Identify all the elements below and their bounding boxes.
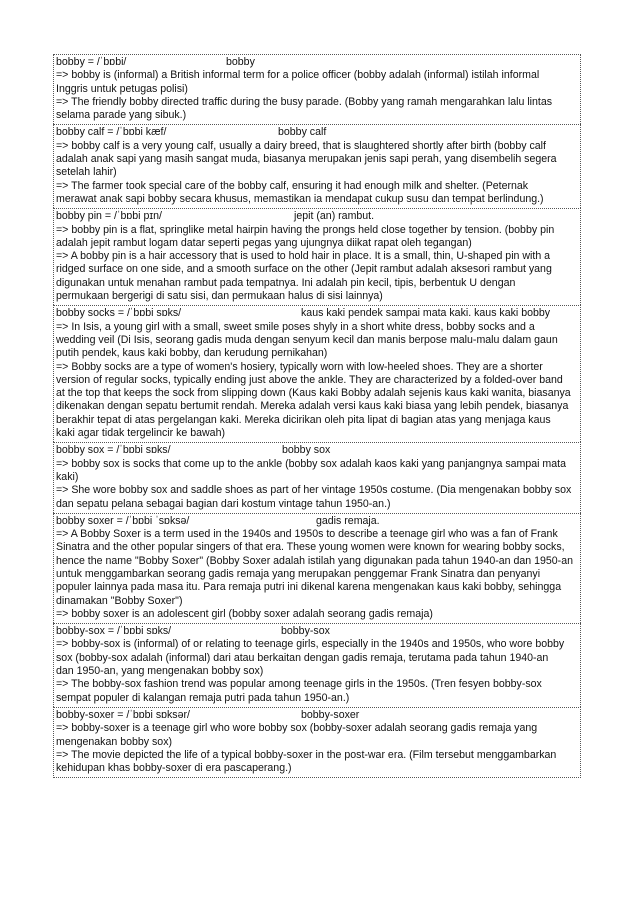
- entry-text-line: digunakan untuk menahan rambut pada tempatnya. Ini adalah pin kecil, tipis, berbentuk U dengan: [56, 276, 516, 289]
- entry-term: bobby soxer = /ˈbɒbi ˈsɒksə/: [56, 514, 190, 527]
- entry-gloss: bobby: [226, 56, 255, 68]
- entry-text-line: => She wore bobby sox and saddle shoes as part of her vintage 1950s costume. (Dia mengenakan bobby sox: [56, 484, 572, 497]
- entry-text-line: untuk menggambarkan seorang gadis remaja yang merupakan penggemar Frank Sinatra dan penyanyi: [56, 567, 541, 580]
- entry-text-line: adalah anak sapi yang masih sangat muda, biasanya merupakan jenis sapi perah, yang disembelih segera: [56, 153, 557, 166]
- entry-term: bobby pin = /ˈbɒbi pɪn/: [56, 210, 162, 223]
- entry-gloss: bobby-soxer: [301, 708, 360, 721]
- entry-text-line: merawat anak sapi bobby secara khusus, memastikan ia mendapat cukup susu dan tempat berlindung.): [56, 192, 544, 205]
- entry-heading: [56, 210, 579, 223]
- entry-text-line: => bobby is (informal) a British informal term for a police officer (bobby adalah (informal) istilah informal: [56, 69, 540, 82]
- entry-text-line: permukaan bergerigi di satu sisi, dan permukaan halus di sisi lainnya): [56, 290, 383, 303]
- entry-text-line: adalah jepit rambut logam datar seperti pegas yang ujungnya diikat rapat oleh tegangan): [56, 236, 472, 249]
- entry-text-line: => The friendly bobby directed traffic during the busy parade. (Bobby yang ramah mengarahkan lalu lintas: [56, 95, 553, 108]
- entry-text-line: putih pendek, kaus kaki bobby, dan kerudung pernikahan): [56, 347, 328, 360]
- entry-text-line: kaki): [56, 470, 79, 483]
- entry-text-line: => bobby calf is a very young calf, usually a dairy breed, that is slaughtered shortly after birth (bobby calf: [56, 139, 546, 152]
- entry-heading: [56, 307, 579, 320]
- entry-text-line: => Bobby socks are a type of women's hosiery, typically worn with low-heeled shoes. They are a shorter: [56, 360, 543, 373]
- entry-text-line: => bobby soxer is an adolescent girl (bobby soxer adalah seorang gadis remaja): [56, 607, 433, 620]
- entry-text-line: berakhir tepat di atas pergelangan kaki. Mereka dicirikan oleh pita lipat di bagian atas yang menjaga kaus: [56, 413, 551, 426]
- entry-gloss: bobby calf: [278, 126, 327, 139]
- entry-text-line: => A bobby pin is a hair accessory that is used to hold hair in place. It is a small, thin, U-shaped pin with a: [56, 250, 551, 263]
- dictionary-entry: [53, 707, 581, 778]
- entry-text-line: populer lainnya pada masa itu. Para remaja putri ini dikenal karena mengenakan kaus kaki bobby, sehingga: [56, 581, 562, 594]
- entry-text-line: setelah lahir): [56, 166, 117, 179]
- entry-text-line: => The movie depicted the life of a typical bobby-soxer in the post-war era. (Film tersebut menggambarkan: [56, 748, 557, 761]
- entry-gloss: bobby-sox: [281, 625, 330, 638]
- entry-text-line: wedding veil (Di Isis, seorang gadis muda dengan senyum kecil dan manis berpose malu-malu dalam gaun: [56, 333, 558, 346]
- entry-gloss: jepit (an) rambut.: [294, 210, 375, 223]
- entry-text-line: Sinatra and the other popular singers of that era. These young women were known for wearing bobby socks,: [56, 541, 565, 554]
- entry-text-line: dan 1950-an, yang mengenakan bobby sox): [56, 665, 264, 678]
- dictionary-entry: [53, 208, 581, 305]
- entry-term: bobby-soxer = /ˈbɒbi sɒksər/: [56, 708, 190, 721]
- entry-term: bobby-sox = /ˈbɒbi sɒks/: [56, 625, 172, 638]
- entry-heading: [56, 126, 579, 139]
- entry-term: bobby sox = /ˈbɒbi sɒks/: [56, 444, 171, 457]
- entry-heading: [56, 625, 579, 638]
- entry-heading: [56, 444, 579, 457]
- entry-text-line: version of regular socks, typically ending just above the ankle. They are characterized by a folded-over band: [56, 373, 563, 386]
- entry-text-line: mengenakan bobby sox): [56, 735, 173, 748]
- dictionary-entry: [53, 124, 581, 208]
- dictionary-entry: [53, 623, 581, 707]
- dictionary-entry: [53, 442, 581, 512]
- entry-gloss: bobby sox: [282, 444, 331, 457]
- entry-term: bobby = /ˈbɒbi/: [56, 56, 127, 68]
- entry-text-line: selama parade yang sibuk.): [56, 109, 187, 122]
- entry-text-line: hence the name "Bobby Soxer" (Bobby Soxer adalah istilah yang digunakan pada tahun 1940-an dan 1950-an: [56, 554, 573, 567]
- entry-text-line: Inggris untuk petugas polisi): [56, 82, 188, 95]
- entry-text-line: kehidupan khas bobby-soxer di era pascaperang.): [56, 762, 292, 775]
- entry-text-line: dikenakan dengan sepatu bertumit rendah. Mereka adalah versi kaus kaki biasa yang lebih pendek, biasanya: [56, 400, 569, 413]
- entry-text-line: dan sepatu pelana sebagai bagian dari kostum vintage tahun 1950-an.): [56, 497, 391, 510]
- entry-text-line: => bobby-soxer is a teenage girl who wore bobby sox (bobby-soxer adalah seorang gadis remaja yang: [56, 722, 538, 735]
- entry-text-line: ridged surface on one side, and a smooth surface on the other (Jepit rambut adalah aksesori rambut yang: [56, 263, 552, 276]
- entry-text-line: => In Isis, a young girl with a small, sweet smile poses shyly in a short white dress, bobby socks and a: [56, 320, 535, 333]
- entry-text-line: => The bobby-sox fashion trend was popular among teenage girls in the 1950s. (Tren fesyen bobby-sox: [56, 678, 542, 691]
- entry-text-line: => bobby sox is socks that come up to the ankle (bobby sox adalah kaos kaki yang panjangnya sampai mata: [56, 457, 566, 470]
- entry-term: bobby calf = /ˈbɒbi kæf/: [56, 126, 167, 139]
- entry-text-line: => bobby-sox is (informal) of or relating to teenage girls, especially in the 1940s and 1950s, who wore bobby: [56, 638, 565, 651]
- dictionary-entry: [53, 513, 581, 623]
- entry-term: bobby socks = /ˈbɒbi sɒks/: [56, 307, 182, 320]
- entry-heading: [56, 709, 579, 722]
- entry-text-line: at the top that keeps the sock from slipping down (Kaus kaki Bobby adalah sejenis kaus kaki wanita, biasanya: [56, 387, 571, 400]
- entry-text-line: sempat populer di kalangan remaja putri pada tahun 1950-an.): [56, 691, 350, 704]
- dictionary-entry: [53, 305, 581, 442]
- entry-text-line: => A Bobby Soxer is a term used in the 1940s and 1950s to describe a teenage girl who was a fan of Frank: [56, 528, 558, 541]
- entry-gloss: kaus kaki pendek sampai mata kaki. kaus kaki bobby: [301, 307, 551, 320]
- entry-text-line: => bobby pin is a flat, springlike metal hairpin having the prongs held close together by tension. (bobby pin: [56, 223, 555, 236]
- entry-text-line: => The farmer took special care of the bobby calf, ensuring it had enough milk and shelter. (Peternak: [56, 179, 529, 192]
- entry-text-line: sox (bobby-sox adalah (informal) dari atau berkaitan dengan gadis remaja, terutama pada tahun 1940-an: [56, 651, 549, 664]
- entry-heading: [56, 56, 579, 69]
- entry-text-line: kaki agar tidak tergelincir ke bawah): [56, 427, 225, 440]
- dictionary-page: [53, 54, 581, 778]
- entry-text-line: dinamakan "Bobby Soxer"): [56, 594, 183, 607]
- entry-gloss: gadis remaja.: [316, 514, 380, 527]
- dictionary-entry: [53, 54, 581, 124]
- entry-heading: [56, 515, 579, 528]
